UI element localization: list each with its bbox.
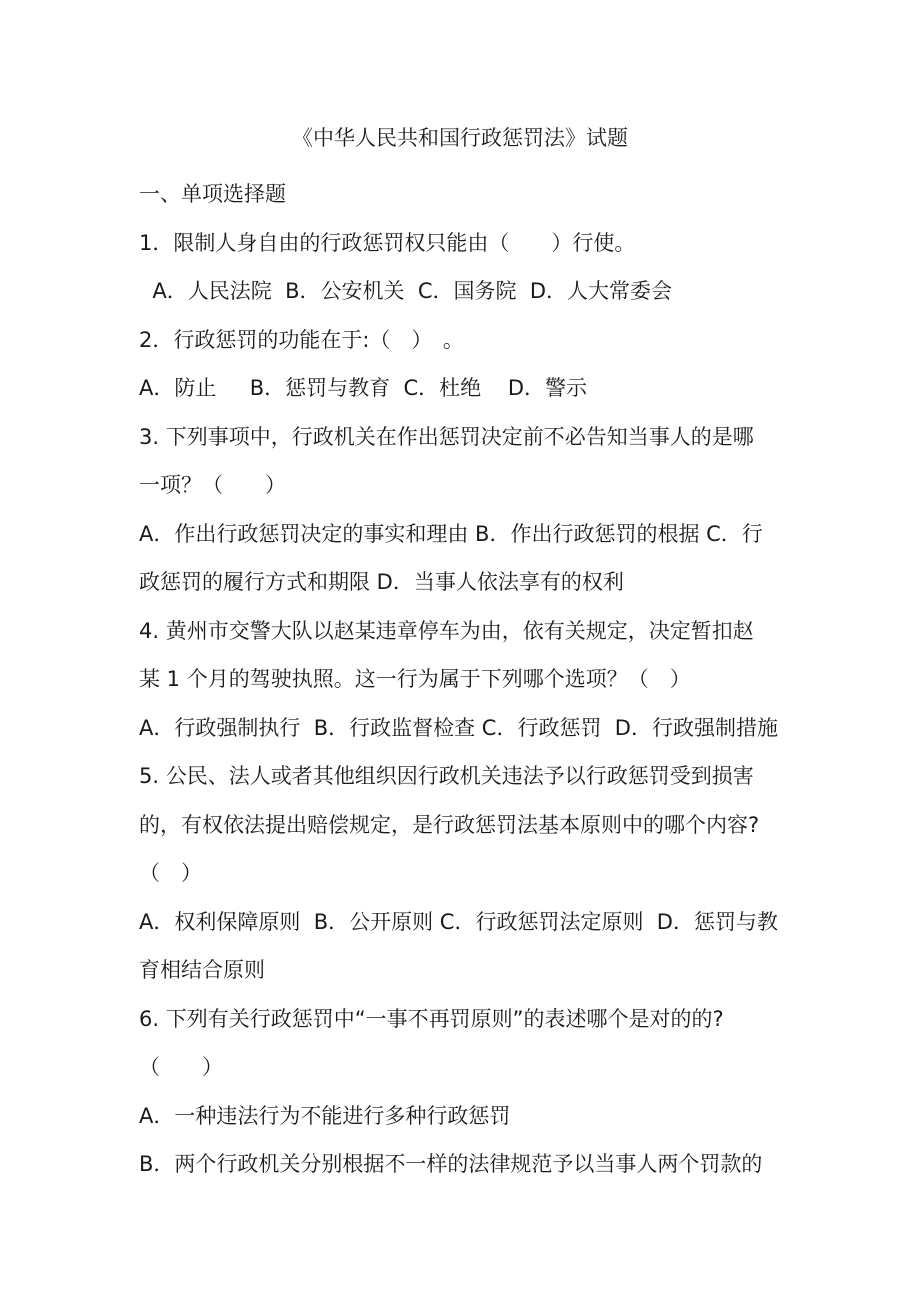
document-body <box>139 170 799 1189</box>
question-5-line-2: 的，有权依法提出赔偿规定，是行政惩罚法基本原则中的哪个内容? <box>139 812 760 837</box>
question-6-line-2: （ ） <box>139 1055 223 1079</box>
question-2: 2．行政惩罚的功能在于:（ ） 。 <box>139 327 464 352</box>
question-3-line-2: 一项？（ ） <box>139 473 286 497</box>
question-5-line-3: （ ） <box>139 861 202 885</box>
document-title: 《中华人民共和国行政惩罚法》试题 <box>292 126 628 150</box>
question-4-line-2: 某 1 个月的驾驶执照。这一行为属于下列哪个选项？（ ） <box>139 667 691 691</box>
question-6-option-b: B．两个行政机关分别根据不一样的法律规范予以当事人两个罚款的 <box>139 1152 763 1176</box>
question-2-options: A．防止 B．惩罚与教育 C．杜绝 D．警示 <box>139 376 588 400</box>
question-5-options-line-1: A．权利保障原则 B．公开原则 C．行政惩罚法定原则 D．惩罚与教 <box>139 909 778 934</box>
question-4-options: A．行政强制执行 B．行政监督检查 C．行政惩罚 D．行政强制措施 <box>139 715 778 740</box>
question-3-options-line-2: 政惩罚的履行方式和期限 D．当事人依法享有的权利 <box>139 570 624 594</box>
section-heading: 一、单项选择题 <box>139 182 286 206</box>
question-6-line-1: 6. 下列有关行政惩罚中“一事不再罚原则”的表述哪个是对的的? <box>139 1006 724 1031</box>
question-1-options: A．人民法院 B．公安机关 C．国务院 D．人大常委会 <box>139 279 673 303</box>
question-3-options-line-1: A．作出行政惩罚决定的事实和理由 B．作出行政惩罚的根据 C．行 <box>139 521 763 546</box>
question-4-line-1: 4. 黄州市交警大队以赵某违章停车为由，依有关规定，决定暂扣赵 <box>139 618 754 643</box>
question-1: 1．限制人身自由的行政惩罚权只能由（ ）行使。 <box>139 230 636 255</box>
question-5-line-1: 5. 公民、法人或者其他组织因行政机关违法予以行政惩罚受到损害 <box>139 764 754 788</box>
question-6-option-a: A．一种违法行为不能进行多种行政惩罚 <box>139 1103 511 1128</box>
question-3-line-1: 3. 下列事项中，行政机关在作出惩罚决定前不必告知当事人的是哪 <box>139 424 754 449</box>
question-5-options-line-2: 育相结合原则 <box>139 958 265 982</box>
